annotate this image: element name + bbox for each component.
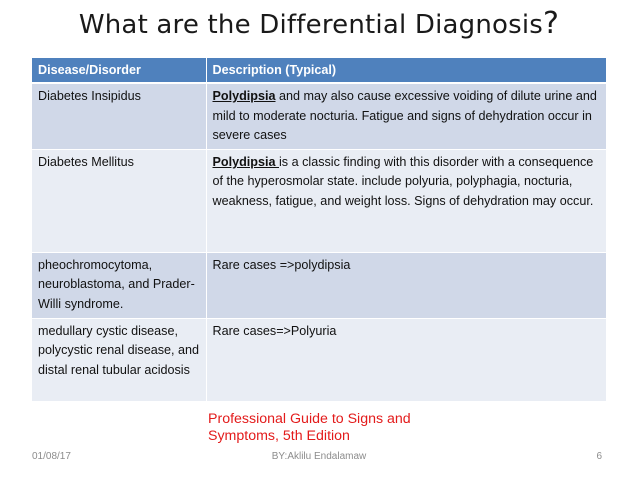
keyword-polydipsia: Polydipsia [212, 89, 276, 103]
disease-cell: Diabetes Insipidus [32, 83, 206, 149]
source-citation [208, 411, 411, 445]
description-cell [206, 83, 606, 149]
header-description: Description (Typical) [206, 58, 606, 83]
slide-title: What are the Differential Diagnosis? [78, 6, 560, 41]
keyword-polydipsia: Polydipsia [212, 154, 279, 169]
table-header-row [32, 58, 606, 83]
table-row [32, 83, 606, 149]
disease-cell: pheochromocytoma, neuroblastoma, and Prader-Willi syndrome. [32, 252, 206, 318]
disease-cell: Diabetes Mellitus [32, 149, 206, 252]
differential-diagnosis-table [32, 58, 606, 402]
footer-author: BY:Aklilu Endalamaw [271, 451, 367, 462]
table-row [32, 149, 606, 252]
description-cell: Rare cases =>polydipsia [206, 252, 606, 318]
table-row [32, 318, 606, 401]
description-text: and may also cause excessive voiding of dilute urine and mild to moderate nocturia. Fatigue and signs of dehydration occur in severe cases [212, 89, 597, 143]
description-cell: Rare cases=>Polyuria [206, 318, 606, 401]
description-cell [206, 149, 606, 252]
table-row [32, 252, 606, 318]
source-line-2: Symptoms, 5th Edition [208, 428, 350, 444]
source-line-1: Professional Guide to Signs and [208, 411, 411, 427]
slide-number: 6 [596, 451, 602, 462]
title-question-mark: ? [543, 6, 560, 41]
disease-cell: medullary cystic disease, polycystic renal disease, and distal renal tubular acidosis [32, 318, 206, 401]
header-disease: Disease/Disorder [32, 58, 206, 83]
description-text: is a classic finding with this disorder with a consequence of the hyperosmolar state. include polyuria, polyphagia, nocturia, weakness, fatigue, and weight loss. Signs of dehydration may occur. [212, 154, 594, 208]
footer-date: 01/08/17 [32, 451, 71, 462]
